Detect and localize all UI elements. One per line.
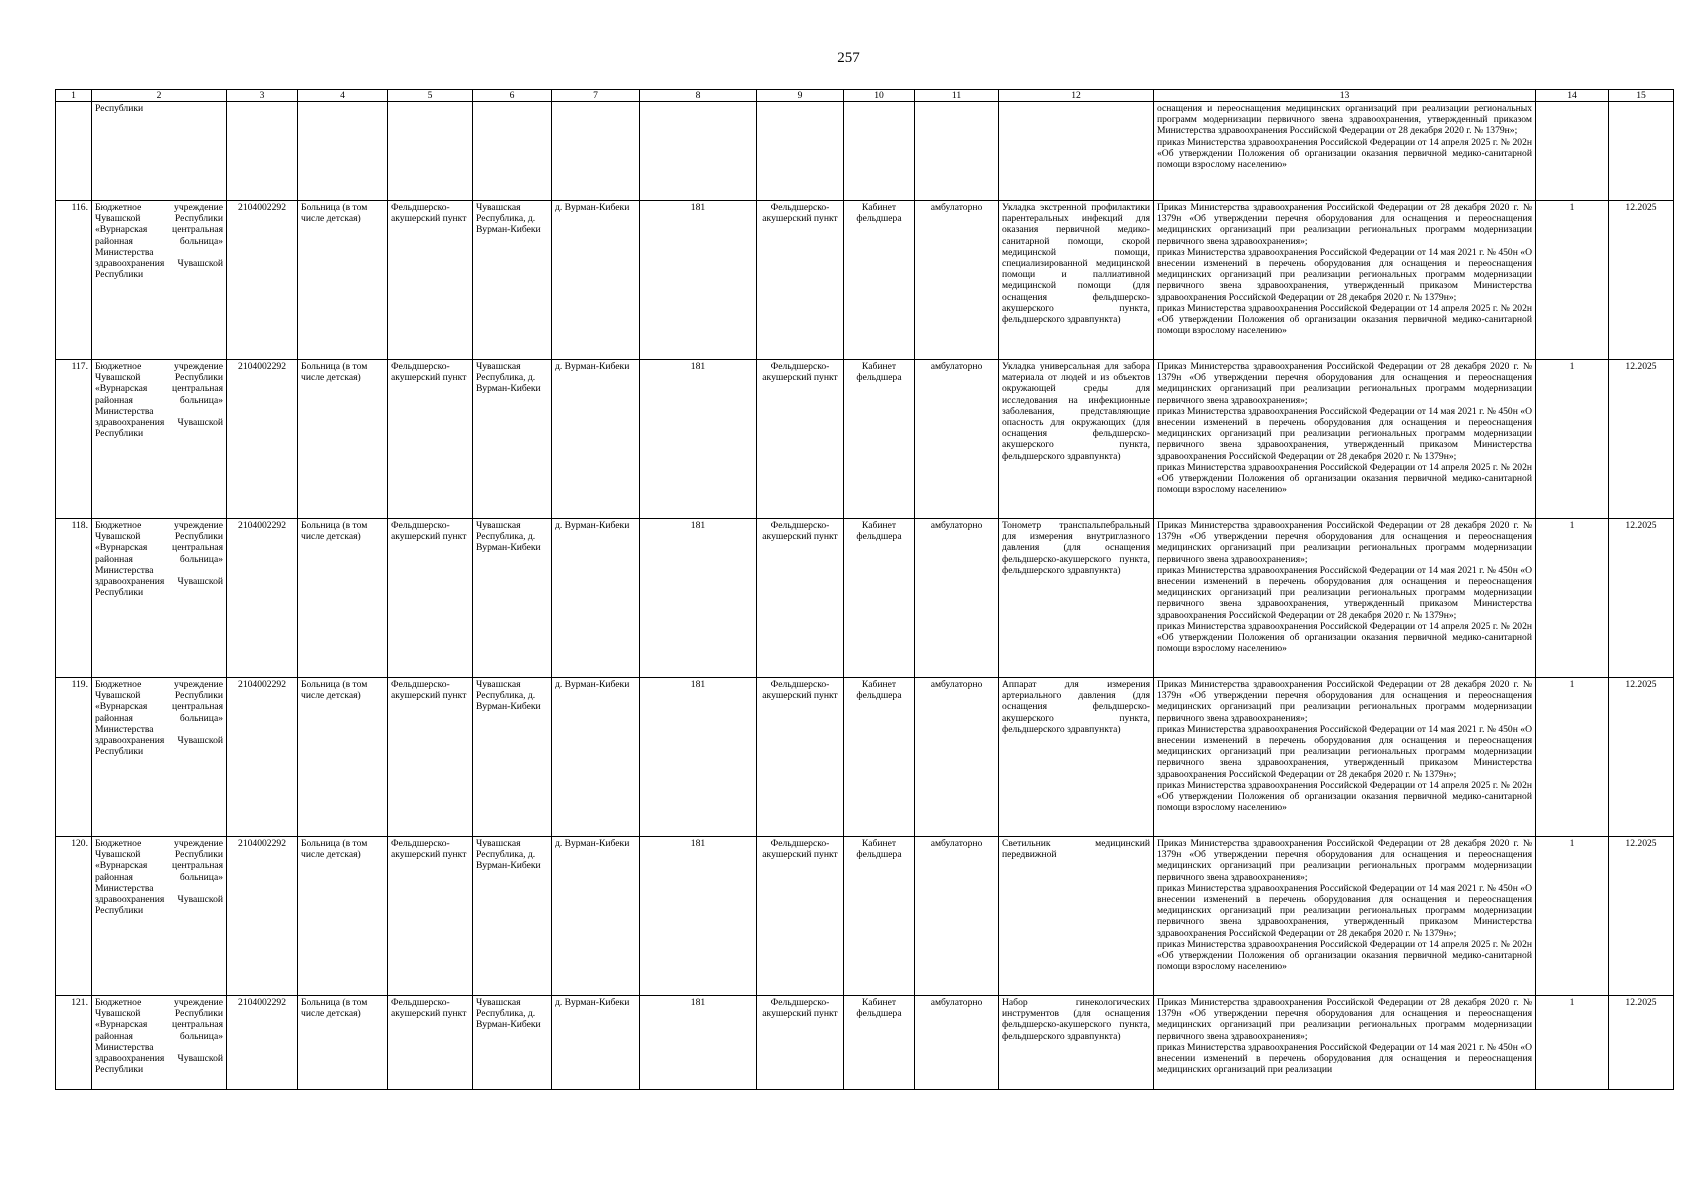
cell-region: Чувашская Республика, д. Вурман-Кибеки [473,996,552,1090]
cell-empty [1536,102,1609,201]
cell-organization: Бюджетное учреждение Чувашской Республики «Вурнарская центральная районная больница» Министерства здравоохранения Чувашской Республики [92,519,227,678]
table-row [56,996,1674,1090]
cell-legal-basis: Приказ Министерства здравоохранения Российской Федерации от 28 декабря 2020 г. № 1379н «Об утверждении перечня оборудования для оснащения и переоснащения медицинских организаций при реализации региональных программ модернизации первичного звена здравоохранения»; приказ Министерства здравоохранения Российской Федерации от 14 мая 2021 г. № 450н «О внесении изменений в перечень оборудования для оснащения и переоснащения медицинских организаций при реализации региональных программ модернизации первичного звена здравоохранения, утвержденный приказом Министерства здравоохранения Российской Федерации от 28 декабря 2020 г. № 1379н»; приказ Министерства здравоохранения Российской Федерации от 14 апреля 2025 г. № 202н «Об утверждении Положения об организации оказания первичной медико-санитарной помощи взрослому населению» [1154,519,1536,678]
column-number: 3 [227,90,298,102]
cell-quantity: 1 [1536,201,1609,360]
cell-date: 12.2025 [1609,996,1674,1090]
column-number: 11 [915,90,999,102]
cell-empty [1609,102,1674,201]
cell-locality: д. Вурман-Кибеки [552,837,640,996]
cell-date: 12.2025 [1609,201,1674,360]
column-number: 5 [388,90,473,102]
cell-inn: 2104002292 [227,996,298,1090]
cell-care-mode: амбулаторно [915,519,999,678]
cell-empty [640,102,757,201]
cell-subunit: Фельдшерско-акушерский пункт [757,519,844,678]
cell-subunit: Фельдшерско-акушерский пункт [757,996,844,1090]
cell-region: Чувашская Республика, д. Вурман-Кибеки [473,519,552,678]
cell-quantity: 1 [1536,519,1609,678]
cell-subunit: Фельдшерско-акушерский пункт [757,201,844,360]
cell-empty [915,102,999,201]
cell-organization: Республики [92,102,227,201]
cell-row-number: 117. [56,360,92,519]
cell-structural-unit: Фельдшерско-акушерский пункт [388,519,473,678]
cell-care-mode: амбулаторно [915,678,999,837]
cell-date: 12.2025 [1609,360,1674,519]
cell-room: Кабинет фельдшера [844,519,915,678]
cell-quantity: 1 [1536,678,1609,837]
cell-row-number: 120. [56,837,92,996]
cell-equipment: Аппарат для измерения артериального давления (для оснащения фельдшерско-акушерского пункта, фельдшерского здравпункта) [999,678,1154,837]
table-row [56,678,1674,837]
equipment-table [55,89,1674,1090]
cell-subunit: Фельдшерско-акушерский пункт [757,678,844,837]
cell-empty [56,102,92,201]
cell-row-number: 121. [56,996,92,1090]
cell-date: 12.2025 [1609,678,1674,837]
cell-institution-type: Больница (в том числе детская) [298,678,388,837]
cell-organization: Бюджетное учреждение Чувашской Республики «Вурнарская центральная районная больница» Министерства здравоохранения Чувашской Республики [92,996,227,1090]
column-number: 10 [844,90,915,102]
cell-quantity: 1 [1536,360,1609,519]
cell-inn: 2104002292 [227,678,298,837]
cell-inn: 2104002292 [227,837,298,996]
column-number: 4 [298,90,388,102]
cell-code: 181 [640,837,757,996]
column-number: 15 [1609,90,1674,102]
cell-structural-unit: Фельдшерско-акушерский пункт [388,201,473,360]
cell-code: 181 [640,519,757,678]
cell-locality: д. Вурман-Кибеки [552,360,640,519]
cell-inn: 2104002292 [227,360,298,519]
cell-row-number: 118. [56,519,92,678]
cell-empty [473,102,552,201]
cell-room: Кабинет фельдшера [844,678,915,837]
cell-inn: 2104002292 [227,201,298,360]
cell-institution-type: Больница (в том числе детская) [298,519,388,678]
cell-institution-type: Больница (в том числе детская) [298,996,388,1090]
cell-legal-basis: Приказ Министерства здравоохранения Российской Федерации от 28 декабря 2020 г. № 1379н «Об утверждении перечня оборудования для оснащения и переоснащения медицинских организаций при реализации региональных программ модернизации первичного звена здравоохранения»; приказ Министерства здравоохранения Российской Федерации от 14 мая 2021 г. № 450н «О внесении изменений в перечень оборудования для оснащения и переоснащения медицинских организаций при реализации региональных программ модернизации первичного звена здравоохранения, утвержденный приказом Министерства здравоохранения Российской Федерации от 28 декабря 2020 г. № 1379н»; приказ Министерства здравоохранения Российской Федерации от 14 апреля 2025 г. № 202н «Об утверждении Положения об организации оказания первичной медико-санитарной помощи взрослому населению» [1154,837,1536,996]
cell-care-mode: амбулаторно [915,996,999,1090]
cell-empty [552,102,640,201]
cell-structural-unit: Фельдшерско-акушерский пункт [388,837,473,996]
cell-date: 12.2025 [1609,519,1674,678]
cell-care-mode: амбулаторно [915,837,999,996]
cell-locality: д. Вурман-Кибеки [552,201,640,360]
cell-legal-basis: Приказ Министерства здравоохранения Российской Федерации от 28 декабря 2020 г. № 1379н «Об утверждении перечня оборудования для оснащения и переоснащения медицинских организаций при реализации региональных программ модернизации первичного звена здравоохранения»; приказ Министерства здравоохранения Российской Федерации от 14 мая 2021 г. № 450н «О внесении изменений в перечень оборудования для оснащения и переоснащения медицинских организаций при реализации [1154,996,1536,1090]
cell-institution-type: Больница (в том числе детская) [298,360,388,519]
cell-institution-type: Больница (в том числе детская) [298,201,388,360]
column-number: 1 [56,90,92,102]
cell-structural-unit: Фельдшерско-акушерский пункт [388,996,473,1090]
cell-code: 181 [640,360,757,519]
cell-organization: Бюджетное учреждение Чувашской Республики «Вурнарская центральная районная больница» Министерства здравоохранения Чувашской Республики [92,678,227,837]
continuation-row [56,102,1674,201]
cell-locality: д. Вурман-Кибеки [552,519,640,678]
column-number: 8 [640,90,757,102]
cell-care-mode: амбулаторно [915,201,999,360]
column-number: 9 [757,90,844,102]
cell-empty [844,102,915,201]
cell-code: 181 [640,996,757,1090]
cell-empty [999,102,1154,201]
cell-equipment: Набор гинекологических инструментов (для оснащения фельдшерско-акушерского пункта, фельдшерского здравпункта) [999,996,1154,1090]
cell-room: Кабинет фельдшера [844,360,915,519]
column-number-row [56,90,1674,102]
column-number: 12 [999,90,1154,102]
cell-region: Чувашская Республика, д. Вурман-Кибеки [473,201,552,360]
cell-locality: д. Вурман-Кибеки [552,678,640,837]
cell-room: Кабинет фельдшера [844,837,915,996]
cell-legal-basis: оснащения и переоснащения медицинских организаций при реализации региональных программ модернизации первичного звена здравоохранения, утвержденный приказом Министерства здравоохранения Российской Федерации от 28 декабря 2020 г. № 1379н»; приказ Министерства здравоохранения Российской Федерации от 14 апреля 2025 г. № 202н «Об утверждении Положения об организации оказания первичной медико-санитарной помощи взрослому населению» [1154,102,1536,201]
cell-organization: Бюджетное учреждение Чувашской Республики «Вурнарская центральная районная больница» Министерства здравоохранения Чувашской Республики [92,201,227,360]
page-number: 257 [837,50,860,66]
cell-organization: Бюджетное учреждение Чувашской Республики «Вурнарская центральная районная больница» Министерства здравоохранения Чувашской Республики [92,360,227,519]
table-row [56,360,1674,519]
cell-legal-basis: Приказ Министерства здравоохранения Российской Федерации от 28 декабря 2020 г. № 1379н «Об утверждении перечня оборудования для оснащения и переоснащения медицинских организаций при реализации региональных программ модернизации первичного звена здравоохранения»; приказ Министерства здравоохранения Российской Федерации от 14 мая 2021 г. № 450н «О внесении изменений в перечень оборудования для оснащения и переоснащения медицинских организаций при реализации региональных программ модернизации первичного звена здравоохранения, утвержденный приказом Министерства здравоохранения Российской Федерации от 28 декабря 2020 г. № 1379н»; приказ Министерства здравоохранения Российской Федерации от 14 апреля 2025 г. № 202н «Об утверждении Положения об организации оказания первичной медико-санитарной помощи взрослому населению» [1154,678,1536,837]
cell-empty [227,102,298,201]
cell-equipment: Укладка универсальная для забора материала от людей и из объектов окружающей среды для исследования на инфекционные заболевания, представляющие опасность для окружающих (для оснащения фельдшерско-акушерского пункта, фельдшерского здравпункта) [999,360,1154,519]
cell-legal-basis: Приказ Министерства здравоохранения Российской Федерации от 28 декабря 2020 г. № 1379н «Об утверждении перечня оборудования для оснащения и переоснащения медицинских организаций при реализации региональных программ модернизации первичного звена здравоохранения»; приказ Министерства здравоохранения Российской Федерации от 14 мая 2021 г. № 450н «О внесении изменений в перечень оборудования для оснащения и переоснащения медицинских организаций при реализации региональных программ модернизации первичного звена здравоохранения, утвержденный приказом Министерства здравоохранения Российской Федерации от 28 декабря 2020 г. № 1379н»; приказ Министерства здравоохранения Российской Федерации от 14 апреля 2025 г. № 202н «Об утверждении Положения об организации оказания первичной медико-санитарной помощи взрослому населению» [1154,360,1536,519]
cell-equipment: Укладка экстренной профилактики парентеральных инфекций для оказания первичной медико-санитарной помощи, скорой медицинской помощи, специализированной медицинской помощи и паллиативной медицинской помощи (для оснащения фельдшерско-акушерского пункта, фельдшерского здравпункта) [999,201,1154,360]
cell-equipment: Тонометр транспальпебральный для измерения внутриглазного давления (для оснащения фельдшерско-акушерского пункта, фельдшерского здравпункта) [999,519,1154,678]
table-row [56,201,1674,360]
cell-structural-unit: Фельдшерско-акушерский пункт [388,678,473,837]
cell-region: Чувашская Республика, д. Вурман-Кибеки [473,837,552,996]
column-number: 14 [1536,90,1609,102]
cell-subunit: Фельдшерско-акушерский пункт [757,837,844,996]
cell-date: 12.2025 [1609,837,1674,996]
cell-code: 181 [640,678,757,837]
cell-inn: 2104002292 [227,519,298,678]
cell-care-mode: амбулаторно [915,360,999,519]
table-row [56,519,1674,678]
cell-room: Кабинет фельдшера [844,996,915,1090]
cell-row-number: 116. [56,201,92,360]
cell-institution-type: Больница (в том числе детская) [298,837,388,996]
table-row [56,837,1674,996]
column-number: 2 [92,90,227,102]
cell-structural-unit: Фельдшерско-акушерский пункт [388,360,473,519]
cell-legal-basis: Приказ Министерства здравоохранения Российской Федерации от 28 декабря 2020 г. № 1379н «Об утверждении перечня оборудования для оснащения и переоснащения медицинских организаций при реализации региональных программ модернизации первичного звена здравоохранения»; приказ Министерства здравоохранения Российской Федерации от 14 мая 2021 г. № 450н «О внесении изменений в перечень оборудования для оснащения и переоснащения медицинских организаций при реализации региональных программ модернизации первичного звена здравоохранения, утвержденный приказом Министерства здравоохранения Российской Федерации от 28 декабря 2020 г. № 1379н»; приказ Министерства здравоохранения Российской Федерации от 14 апреля 2025 г. № 202н «Об утверждении Положения об организации оказания первичной медико-санитарной помощи взрослому населению» [1154,201,1536,360]
column-number: 7 [552,90,640,102]
cell-empty [757,102,844,201]
cell-region: Чувашская Республика, д. Вурман-Кибеки [473,360,552,519]
cell-room: Кабинет фельдшера [844,201,915,360]
column-number: 6 [473,90,552,102]
cell-locality: д. Вурман-Кибеки [552,996,640,1090]
cell-subunit: Фельдшерско-акушерский пункт [757,360,844,519]
cell-empty [388,102,473,201]
cell-empty [298,102,388,201]
cell-code: 181 [640,201,757,360]
cell-organization: Бюджетное учреждение Чувашской Республики «Вурнарская центральная районная больница» Министерства здравоохранения Чувашской Республики [92,837,227,996]
cell-row-number: 119. [56,678,92,837]
column-number: 13 [1154,90,1536,102]
cell-region: Чувашская Республика, д. Вурман-Кибеки [473,678,552,837]
cell-quantity: 1 [1536,996,1609,1090]
cell-equipment: Светильник медицинский передвижной [999,837,1154,996]
cell-quantity: 1 [1536,837,1609,996]
